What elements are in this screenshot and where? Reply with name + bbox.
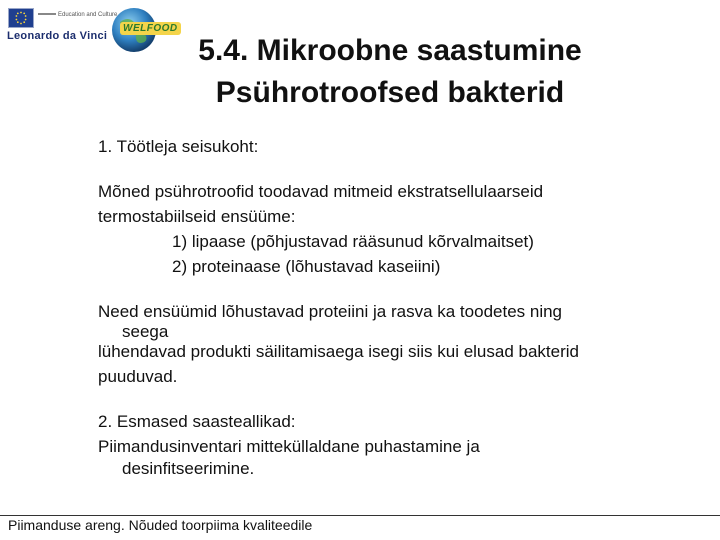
title-line-2: Psührotroofsed bakterid	[215, 76, 565, 109]
paragraph-line: desinfitseerimine.	[122, 459, 255, 478]
welfood-logo-text: WELFOOD	[120, 22, 181, 35]
list-item: 1) lipaase (põhjustavad rääsunud kõrvalmaitset)	[172, 232, 534, 251]
paragraph-line: Piimandusinventari mitteküllaldane puhastamine ja	[98, 437, 480, 456]
paragraph-line: puuduvad.	[98, 367, 178, 386]
heading-contamination-sources: 2. Esmased saasteallikad:	[98, 412, 296, 431]
slide-content	[98, 134, 698, 479]
heading-processor-view: 1. Töötleja seisukoht:	[98, 137, 259, 156]
title-line-1: 5.4. Mikroobne saastumine	[198, 34, 582, 67]
footer-divider	[0, 515, 720, 516]
list-item: 2) proteinaase (lõhustavad kaseiini)	[172, 257, 441, 276]
paragraph-line: lühendavad produkti säilitamisaega isegi siis kui elusad bakterid	[98, 342, 579, 361]
paragraph-line: termostabiilseid ensüüme:	[98, 207, 296, 226]
eu-flag-icon	[8, 8, 34, 28]
paragraph-line: Need ensüümid lõhustavad proteiini ja rasva ka toodetes ning	[98, 302, 563, 321]
paragraph-line: Mõned psührotroofid toodavad mitmeid ekstratsellulaarseid	[98, 182, 544, 201]
leonardo-logo-text: Leonardo da Vinci	[7, 30, 108, 42]
education-culture-label: Education and Culture	[38, 12, 117, 18]
footer-text: Piimanduse areng. Nõuded toorpiima kvaliteedile	[8, 517, 313, 533]
paragraph-line: seega	[122, 322, 169, 341]
slide-title	[60, 30, 720, 114]
